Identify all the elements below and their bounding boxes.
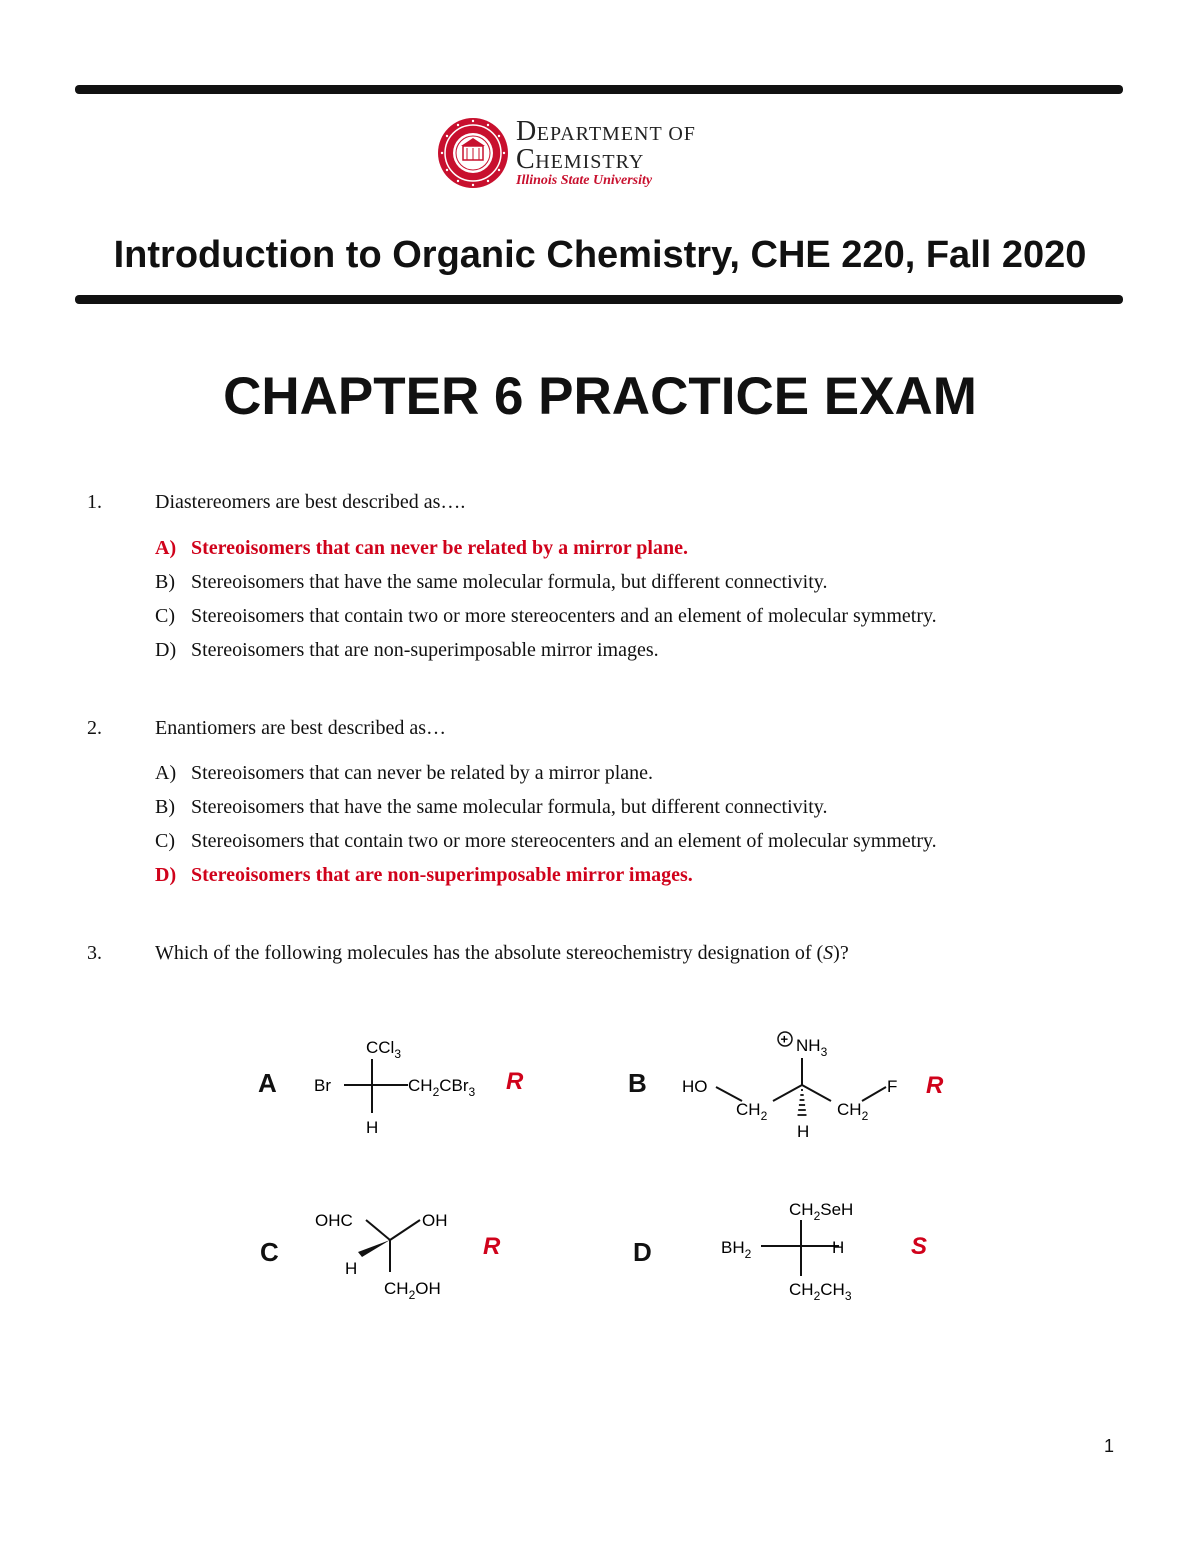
exam-title: CHAPTER 6 PRACTICE EXAM (223, 367, 977, 426)
substituent-left: $BH_2$ (721, 1238, 752, 1261)
question-number: 2. (87, 717, 102, 739)
structure-label: D (633, 1237, 652, 1267)
structure-a-fischer (300, 1025, 510, 1145)
substituent-right-end: F (887, 1077, 898, 1096)
structure-label: A (258, 1068, 277, 1098)
structure-label: C (260, 1237, 279, 1267)
substituent-top: $CH_2SeH$ (789, 1200, 854, 1223)
substituent-top-right: OH (422, 1211, 448, 1230)
answer-option: C) Stereoisomers that contain two or more stereocenters and an element of molecular symmetry. (155, 830, 937, 852)
question-text: Which of the following molecules has the absolute stereochemistry designation of (S)? (155, 942, 849, 964)
top-rule (75, 85, 1123, 94)
course-title: Introduction to Organic Chemistry, CHE 220, Fall 2020 (113, 234, 1087, 276)
substituent-bottom: H (366, 1118, 379, 1137)
page-number: 1 (1104, 1436, 1115, 1456)
structure-c-wedge (310, 1200, 490, 1310)
substituent-top-left: OHC (315, 1211, 353, 1230)
substituent-left-end: HO (682, 1077, 708, 1096)
university-name: Illinois State University (516, 173, 653, 188)
department-logo (436, 116, 736, 194)
substituent-left-ch2: $CH_2$ (736, 1100, 768, 1123)
university-seal-icon (436, 116, 510, 190)
stereo-answer: S (911, 1233, 928, 1260)
answer-option: B) Stereoisomers that have the same molecular formula, but different connectivity. (155, 571, 828, 593)
answer-option: A) Stereoisomers that can never be related by a mirror plane. (155, 762, 654, 784)
stereo-answer: R (926, 1072, 944, 1099)
substituent-top: $NH_3$ (796, 1036, 828, 1059)
substituent-bottom: $CH_2OH$ (384, 1279, 441, 1302)
question-text: Diastereomers are best described as…. (155, 491, 466, 513)
substituent-right: $CH_2CBr_3$ (408, 1076, 476, 1099)
chemistry-name: CHEMISTRY (516, 144, 645, 175)
substituent-bottom: H (797, 1122, 810, 1141)
substituent-right: H (832, 1238, 845, 1257)
substituent-left: H (345, 1259, 358, 1278)
substituent-top: CCl$_3$ (366, 1038, 402, 1061)
substituent-right-ch2: $CH_2$ (837, 1100, 869, 1123)
answer-option-correct: A) Stereoisomers that can never be related by a mirror plane. (155, 537, 688, 559)
structure-label: B (628, 1068, 647, 1098)
stereo-answer: R (483, 1233, 501, 1260)
question-number: 1. (87, 491, 102, 513)
structure-d-fischer (715, 1192, 905, 1307)
substituent-left: Br (314, 1076, 331, 1095)
stereo-answer: R (506, 1068, 524, 1095)
answer-option: B) Stereoisomers that have the same molecular formula, but different connectivity. (155, 796, 828, 818)
answer-option-correct: D) Stereoisomers that are non-superimposable mirror images. (155, 864, 693, 886)
header-bottom-rule (75, 295, 1123, 304)
structure-b-wedge (672, 1025, 912, 1150)
answer-option: C) Stereoisomers that contain two or more stereocenters and an element of molecular symmetry. (155, 605, 937, 627)
question-text: Enantiomers are best described as… (155, 717, 447, 739)
positive-charge: + (780, 1031, 789, 1047)
answer-option: D) Stereoisomers that are non-superimposable mirror images. (155, 639, 659, 661)
department-name: DEPARTMENT OF (516, 116, 696, 147)
substituent-bottom: $CH_2CH_3$ (789, 1280, 852, 1303)
question-number: 3. (87, 942, 102, 964)
